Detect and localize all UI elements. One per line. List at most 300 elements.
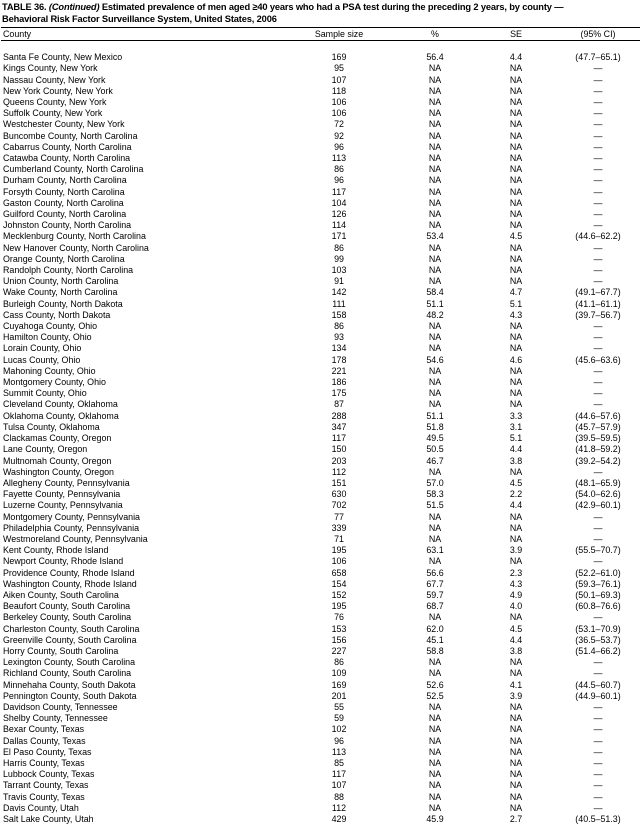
cell-percent: 58.3 <box>426 489 444 500</box>
cell-ci: — <box>593 108 603 119</box>
column-header-ci: (95% CI) <box>580 28 616 39</box>
cell-sample_size: 91 <box>334 276 344 287</box>
cell-county: Travis County, Texas <box>3 791 85 802</box>
cell-sample_size: 118 <box>331 85 347 96</box>
cell-se: NA <box>509 186 523 197</box>
column-header-county: County <box>3 28 32 39</box>
cell-county: Tulsa County, Oklahoma <box>3 421 100 432</box>
cell-county: Montgomery County, Pennsylvania <box>3 511 140 522</box>
cell-percent: NA <box>428 85 442 96</box>
cell-sample_size: 203 <box>331 455 347 466</box>
cell-se: NA <box>509 141 523 152</box>
cell-percent: NA <box>428 724 442 735</box>
cell-percent: NA <box>428 253 442 264</box>
cell-county: Lubbock County, Texas <box>3 769 95 780</box>
cell-county: Burleigh County, North Dakota <box>3 298 123 309</box>
cell-se: 4.4 <box>509 52 523 63</box>
column-header-se: SE <box>510 28 522 39</box>
cell-se: NA <box>509 85 523 96</box>
cell-county: Beaufort County, South Carolina <box>3 601 131 612</box>
table-row <box>0 646 641 657</box>
cell-se: NA <box>509 377 523 388</box>
table-row <box>0 601 641 612</box>
cell-sample_size: 169 <box>331 679 347 690</box>
cell-percent: 51.8 <box>426 421 444 432</box>
cell-se: 4.9 <box>509 589 523 600</box>
cell-percent: NA <box>428 242 442 253</box>
cell-percent: 45.1 <box>426 634 444 645</box>
table-row <box>0 131 641 142</box>
cell-sample_size: 227 <box>331 645 347 656</box>
cell-se: 3.1 <box>509 421 523 432</box>
table-row <box>0 545 641 556</box>
table-row <box>0 220 641 231</box>
cell-sample_size: 99 <box>334 253 344 264</box>
cell-percent: NA <box>428 377 442 388</box>
cell-percent: 48.2 <box>426 309 444 320</box>
cell-county: Davidson County, Tennessee <box>3 701 118 712</box>
cell-ci: — <box>593 780 603 791</box>
cell-county: Forsyth County, North Carolina <box>3 186 125 197</box>
cell-percent: 58.4 <box>426 287 444 298</box>
cell-se: 4.5 <box>509 477 523 488</box>
cell-county: New Hanover County, North Carolina <box>3 242 149 253</box>
cell-percent: 46.7 <box>426 455 444 466</box>
cell-ci: — <box>593 321 603 332</box>
cell-ci: — <box>593 612 603 623</box>
table-row <box>0 724 641 735</box>
cell-percent: NA <box>428 399 442 410</box>
cell-county: Wake County, North Carolina <box>3 287 118 298</box>
cell-percent: NA <box>428 141 442 152</box>
cell-county: Guilford County, North Carolina <box>3 209 127 220</box>
table-row <box>0 523 641 534</box>
cell-county: Buncombe County, North Carolina <box>3 130 138 141</box>
cell-sample_size: 95 <box>334 63 344 74</box>
cell-sample_size: 126 <box>331 209 347 220</box>
cell-ci: — <box>593 153 603 164</box>
cell-se: 3.9 <box>509 690 523 701</box>
cell-se: NA <box>509 769 523 780</box>
cell-sample_size: 77 <box>334 511 344 522</box>
cell-county: Cass County, North Dakota <box>3 309 111 320</box>
cell-percent: NA <box>428 343 442 354</box>
cell-county: Cumberland County, North Carolina <box>3 164 144 175</box>
cell-se: NA <box>509 321 523 332</box>
cell-sample_size: 86 <box>334 657 344 668</box>
table-body <box>0 41 641 825</box>
cell-ci: — <box>593 220 603 231</box>
cell-ci: — <box>593 746 603 757</box>
cell-percent: NA <box>428 276 442 287</box>
cell-sample_size: 178 <box>331 354 347 365</box>
cell-se: NA <box>509 780 523 791</box>
table-row <box>0 780 641 791</box>
cell-county: Union County, North Carolina <box>3 276 119 287</box>
cell-ci: (45.7–57.9) <box>575 421 621 432</box>
cell-county: Washington County, Oregon <box>3 466 114 477</box>
cell-ci: — <box>593 668 603 679</box>
cell-ci: — <box>593 97 603 107</box>
cell-county: Westchester County, New York <box>3 119 125 130</box>
cell-sample_size: 142 <box>331 287 347 298</box>
cell-ci: (42.9–60.1) <box>575 500 621 511</box>
cell-sample_size: 106 <box>331 108 347 119</box>
table-row <box>0 657 641 668</box>
cell-percent: 53.4 <box>426 231 444 242</box>
cell-percent: NA <box>428 130 442 141</box>
cell-percent: NA <box>428 556 442 567</box>
cell-ci: (55.5–70.7) <box>575 545 621 556</box>
cell-percent: 58.8 <box>426 645 444 656</box>
cell-county: Suffolk County, New York <box>3 108 103 119</box>
table-row <box>0 512 641 523</box>
cell-county: Kings County, New York <box>3 63 98 74</box>
cell-ci: — <box>593 724 603 735</box>
cell-percent: 67.7 <box>426 578 444 589</box>
cell-ci: — <box>593 511 603 522</box>
cell-county: Lane County, Oregon <box>3 444 88 455</box>
table-row <box>0 411 641 422</box>
cell-sample_size: 150 <box>331 444 347 455</box>
table-row <box>0 276 641 287</box>
cell-percent: NA <box>428 713 442 724</box>
cell-county: Cabarrus County, North Carolina <box>3 141 132 152</box>
cell-county: Fayette County, Pennsylvania <box>3 489 121 500</box>
cell-ci: — <box>593 253 603 264</box>
cell-sample_size: 112 <box>331 466 347 477</box>
table-row <box>0 63 641 74</box>
cell-county: Luzerne County, Pennsylvania <box>3 500 123 511</box>
cell-ci: — <box>593 141 603 152</box>
cell-sample_size: 85 <box>334 757 344 768</box>
table-row <box>0 691 641 702</box>
cell-percent: NA <box>428 186 442 197</box>
cell-se: NA <box>509 522 523 533</box>
table-row <box>0 814 641 825</box>
cell-se: 5.1 <box>509 433 523 444</box>
cell-ci: — <box>593 399 603 410</box>
cell-percent: NA <box>428 657 442 668</box>
cell-sample_size: 134 <box>331 343 347 354</box>
table-title-line-1 <box>2 2 639 14</box>
table-row <box>0 399 641 410</box>
cell-sample_size: 72 <box>334 119 344 130</box>
cell-ci: — <box>593 735 603 746</box>
cell-se: NA <box>509 265 523 276</box>
prevalence-table <box>0 28 641 41</box>
cell-se: 4.4 <box>509 500 523 511</box>
cell-se: NA <box>509 399 523 410</box>
cell-sample_size: 152 <box>331 589 347 600</box>
cell-se: NA <box>509 209 523 220</box>
cell-sample_size: 112 <box>331 802 347 813</box>
cell-percent: 59.7 <box>426 589 444 600</box>
cell-ci: — <box>593 377 603 388</box>
cell-county: Cuyahoga County, Ohio <box>3 321 98 332</box>
cell-ci: — <box>593 701 603 712</box>
cell-percent: NA <box>428 97 442 107</box>
cell-ci: (53.1–70.9) <box>575 623 621 634</box>
cell-se: NA <box>509 130 523 141</box>
continued-note: (Continued) <box>48 2 100 12</box>
cell-se: NA <box>509 746 523 757</box>
table-row <box>0 456 641 467</box>
cell-sample_size: 195 <box>331 545 347 556</box>
cell-percent: 51.1 <box>426 298 444 309</box>
table-row <box>0 108 641 119</box>
cell-percent: NA <box>428 757 442 768</box>
cell-percent: NA <box>428 466 442 477</box>
cell-county: Providence County, Rhode Island <box>3 567 135 578</box>
cell-se: 3.9 <box>509 545 523 556</box>
table-row <box>0 680 641 691</box>
cell-se: NA <box>509 74 523 85</box>
cell-se: NA <box>509 119 523 130</box>
cell-se: NA <box>509 757 523 768</box>
cell-percent: NA <box>428 522 442 533</box>
cell-sample_size: 103 <box>331 265 347 276</box>
table-row <box>0 489 641 500</box>
table-row <box>0 265 641 276</box>
cell-county: Salt Lake County, Utah <box>3 814 94 824</box>
cell-sample_size: 175 <box>331 388 347 399</box>
cell-se: 4.3 <box>509 309 523 320</box>
cell-se: NA <box>509 533 523 544</box>
cell-ci: — <box>593 522 603 533</box>
cell-se: 4.0 <box>509 601 523 612</box>
cell-sample_size: 151 <box>331 477 347 488</box>
table-row <box>0 579 641 590</box>
cell-percent: NA <box>428 388 442 399</box>
cell-sample_size: 347 <box>331 421 347 432</box>
cell-county: Gaston County, North Carolina <box>3 197 124 208</box>
cell-percent: 51.1 <box>426 410 444 421</box>
cell-ci: (44.9–60.1) <box>575 690 621 701</box>
cell-se: NA <box>509 511 523 522</box>
cell-percent: NA <box>428 265 442 276</box>
cell-sample_size: 102 <box>331 724 347 735</box>
cell-ci: — <box>593 63 603 74</box>
cell-se: 4.7 <box>509 287 523 298</box>
cell-ci: (39.5–59.5) <box>575 433 621 444</box>
cell-ci: — <box>593 791 603 802</box>
table-row <box>0 332 641 343</box>
cell-se: 4.5 <box>509 231 523 242</box>
cell-ci: — <box>593 209 603 220</box>
cell-percent: NA <box>428 365 442 376</box>
cell-percent: NA <box>428 735 442 746</box>
cell-percent: NA <box>428 321 442 332</box>
cell-sample_size: 429 <box>331 814 347 824</box>
cell-se: 4.1 <box>509 679 523 690</box>
cell-ci: — <box>593 388 603 399</box>
cell-se: NA <box>509 657 523 668</box>
cell-sample_size: 288 <box>331 410 347 421</box>
cell-sample_size: 117 <box>331 433 347 444</box>
cell-sample_size: 658 <box>331 567 347 578</box>
cell-se: NA <box>509 97 523 107</box>
table-row <box>0 299 641 310</box>
cell-se: NA <box>509 466 523 477</box>
cell-percent: NA <box>428 63 442 74</box>
table-row <box>0 758 641 769</box>
cell-sample_size: 86 <box>334 242 344 253</box>
cell-county: Montgomery County, Ohio <box>3 377 106 388</box>
table-row <box>0 467 641 478</box>
cell-percent: NA <box>428 511 442 522</box>
cell-se: NA <box>509 276 523 287</box>
cell-ci: (52.2–61.0) <box>575 567 621 578</box>
cell-county: Horry County, South Carolina <box>3 645 119 656</box>
cell-ci: — <box>593 365 603 376</box>
cell-percent: NA <box>428 780 442 791</box>
cell-se: 2.3 <box>509 567 523 578</box>
cell-ci: (44.6–57.6) <box>575 410 621 421</box>
cell-se: 3.3 <box>509 410 523 421</box>
table-title-line-2: Behavioral Risk Factor Surveillance System, United States, 2006 <box>2 13 277 24</box>
table-row <box>0 668 641 679</box>
cell-se: NA <box>509 253 523 264</box>
cell-sample_size: 106 <box>331 97 347 107</box>
table-row <box>0 803 641 814</box>
cell-ci: — <box>593 242 603 253</box>
table-row <box>0 624 641 635</box>
header-spacer-row <box>0 41 641 52</box>
cell-percent: NA <box>428 746 442 757</box>
table-row <box>0 75 641 86</box>
cell-se: NA <box>509 343 523 354</box>
cell-se: NA <box>509 713 523 724</box>
cell-ci: — <box>593 533 603 544</box>
cell-county: Bexar County, Texas <box>3 724 85 735</box>
cell-county: Berkeley County, South Carolina <box>3 612 132 623</box>
cell-county: Multnomah County, Oregon <box>3 455 112 466</box>
cell-se: NA <box>509 802 523 813</box>
table-header-row <box>0 28 641 41</box>
table-row <box>0 478 641 489</box>
cell-county: Orange County, North Carolina <box>3 253 125 264</box>
cell-county: Aiken County, South Carolina <box>3 589 119 600</box>
cell-county: Davis County, Utah <box>3 802 79 813</box>
table-row <box>0 590 641 601</box>
cell-sample_size: 107 <box>331 74 347 85</box>
table-row <box>0 635 641 646</box>
cell-ci: (49.1–67.7) <box>575 287 621 298</box>
cell-county: Cleveland County, Oklahoma <box>3 399 118 410</box>
table-row <box>0 209 641 220</box>
table-row <box>0 86 641 97</box>
cell-county: Durham County, North Carolina <box>3 175 127 186</box>
cell-county: Lorain County, Ohio <box>3 343 82 354</box>
cell-sample_size: 339 <box>331 522 347 533</box>
cell-se: NA <box>509 332 523 343</box>
cell-county: Summit County, Ohio <box>3 388 87 399</box>
cell-se: NA <box>509 735 523 746</box>
cell-percent: 52.5 <box>426 690 444 701</box>
cell-percent: NA <box>428 74 442 85</box>
table-row <box>0 388 641 399</box>
prevalence-table-body <box>0 41 641 825</box>
cell-ci: — <box>593 85 603 96</box>
table-row <box>0 52 641 63</box>
cell-county: Hamilton County, Ohio <box>3 332 92 343</box>
table-row <box>0 243 641 254</box>
cell-ci: — <box>593 343 603 354</box>
table-row <box>0 355 641 366</box>
cell-ci: — <box>593 130 603 141</box>
cell-county: Shelby County, Tennessee <box>3 713 108 724</box>
cell-county: Westmoreland County, Pennsylvania <box>3 533 148 544</box>
cell-county: Johnston County, North Carolina <box>3 220 132 231</box>
cell-sample_size: 158 <box>331 309 347 320</box>
cell-se: NA <box>509 556 523 567</box>
cell-ci: — <box>593 713 603 724</box>
cell-sample_size: 86 <box>334 164 344 175</box>
cell-percent: NA <box>428 701 442 712</box>
cell-county: Harris County, Texas <box>3 757 85 768</box>
table-row <box>0 231 641 242</box>
cell-sample_size: 86 <box>334 321 344 332</box>
cell-sample_size: 55 <box>334 701 344 712</box>
cell-sample_size: 96 <box>334 735 344 746</box>
cell-percent: NA <box>428 108 442 119</box>
table-row <box>0 702 641 713</box>
cell-county: Nassau County, New York <box>3 74 106 85</box>
cell-sample_size: 96 <box>334 141 344 152</box>
cell-sample_size: 195 <box>331 601 347 612</box>
cell-ci: (39.7–56.7) <box>575 309 621 320</box>
cell-percent: 68.7 <box>426 601 444 612</box>
cell-se: NA <box>509 365 523 376</box>
cell-sample_size: 76 <box>334 612 344 623</box>
cell-sample_size: 702 <box>331 500 347 511</box>
cell-ci: — <box>593 164 603 175</box>
cell-se: 4.4 <box>509 444 523 455</box>
cell-sample_size: 154 <box>331 578 347 589</box>
cell-ci: — <box>593 657 603 668</box>
table-row <box>0 142 641 153</box>
cell-se: NA <box>509 108 523 119</box>
cell-sample_size: 93 <box>334 332 344 343</box>
table-row <box>0 164 641 175</box>
cell-se: 2.7 <box>509 814 523 824</box>
cell-ci: (39.2–54.2) <box>575 455 621 466</box>
column-header-percent: % <box>431 28 439 39</box>
cell-ci: — <box>593 197 603 208</box>
cell-ci: — <box>593 769 603 780</box>
cell-ci: (36.5–53.7) <box>575 634 621 645</box>
cell-ci: (41.8–59.2) <box>575 444 621 455</box>
cell-sample_size: 153 <box>331 623 347 634</box>
cell-county: Lexington County, South Carolina <box>3 657 136 668</box>
table-row <box>0 534 641 545</box>
table-row <box>0 747 641 758</box>
cell-percent: 49.5 <box>426 433 444 444</box>
table-row <box>0 198 641 209</box>
cell-ci: (59.3–76.1) <box>575 578 621 589</box>
cell-percent: NA <box>428 119 442 130</box>
cell-percent: NA <box>428 220 442 231</box>
cell-percent: NA <box>428 164 442 175</box>
cell-se: NA <box>509 164 523 175</box>
cell-se: NA <box>509 175 523 186</box>
cell-sample_size: 114 <box>331 220 347 231</box>
table-row <box>0 568 641 579</box>
cell-se: 3.8 <box>509 455 523 466</box>
cell-ci: — <box>593 119 603 130</box>
table-row <box>0 612 641 623</box>
